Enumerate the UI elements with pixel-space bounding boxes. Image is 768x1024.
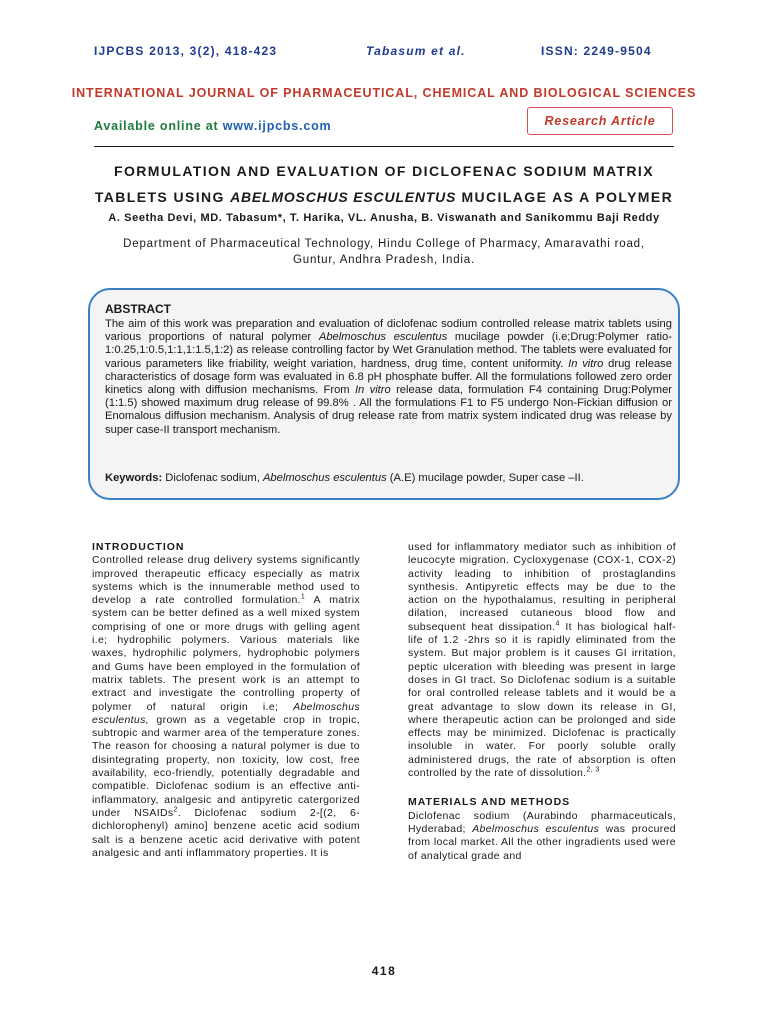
affiliation-line-2: Guntur, Andhra Pradesh, India.	[293, 254, 475, 266]
materials-text: was procured from local market. All the other ingradients used were of analytical grade and	[408, 822, 676, 862]
intro-text: Controlled release drug delivery systems significantly improved therapeutic efficacy especially as matrix systems which is the innumerable method used to develop a rate controlled formulation.	[92, 554, 360, 607]
abstract-italic: In vitro	[354, 384, 391, 397]
abstract-heading: ABSTRACT	[105, 302, 171, 316]
keywords	[105, 472, 672, 484]
intro-text: A matrix system can be better defined as a well mixed system comprising of one or more drugs with gelling agent i.e; hydrophilic polymers. Various materials like waxes, hydrophilic polymers, hydrophobic polymers and Gums have been employed in the formulation of matrix tablets. The present work is an attempt to extract and investigate the controlling property of polymer of natural origin i.e;	[92, 594, 360, 713]
article-type-badge: Research Article	[527, 107, 673, 135]
abstract-part: The aim of this work was preparation and evaluation of diclofenac sodium controlled release matrix tablets using various proportions of natural polymer	[105, 318, 672, 344]
intro-italic: Abelmoschus esculentus,	[92, 700, 360, 726]
intro-text: grown as a vegetable crop in tropic, subtropic and warmer area of the temperature zones. The reason for choosing a natural polymer is due to disintegrating property, non toxicity, low cost, free availability, eco-friendly, potentially degradable and compatible. Diclofenac sodium is an effective anti-inflammatory, analgesic and antipyretic catergorized under NSAIDs	[92, 713, 360, 819]
abstract-text	[105, 318, 672, 437]
citation-sup: 4	[555, 620, 560, 628]
citation-sup: 1	[300, 593, 306, 601]
abstract-part: release data, formulation F4 containing Drug:Polymer (1:1.5) showed maximum drug release of 99.8% . All the formulations F1 to F5 undergo Non-Fickian diffusion or Enomalous diffusion mechanism. Analysis of drug release rate from matrix system indicated drug was release by super case-II transport mechanism.	[105, 384, 673, 436]
journal-url-link[interactable]: www.ijpcbs.com	[222, 119, 332, 133]
keywords-italic: Abelmoschus esculentus	[262, 472, 387, 484]
materials-heading: MATERIALS AND METHODS	[408, 796, 571, 809]
intro-text: . Diclofenac sodium 2-[(2, 6-dichlorophenyl) amino] benzene acetic acid sodium salt is a benzene acetic acid derivative with potent analgesic and anti inflammatory properties. It is	[92, 806, 361, 859]
materials-text: Diclofenac sodium (Aurabindo pharmaceuticals, Hyderabad;	[408, 809, 676, 835]
availability-line	[94, 119, 331, 133]
abstract-part: mucilage powder (i.e;Drug:Polymer ratio-1:0.25,1:0.5,1:1,1:1.5,1:2) as release controlling factor by Wet Granulation method. The tablets were evaluated for various parameters like friability, weight variation, hardness, drug time, content uniformity.	[105, 331, 672, 370]
availability-label: Available online at	[94, 119, 223, 133]
affiliation	[84, 236, 684, 268]
abstract-part: drug release characteristics of dosage form was evaluated in 6.8 pH phosphate buffer. All the formulations followed zero order kinetics along with diffusion mechanisms. From	[105, 357, 672, 397]
body-text: It has biological half-life of 1.2 -2hrs so it is rapidly eliminated from the system. But major problem is it causes GI irritation, peptic ulceration with bleeding was present in large doses in GI tract. So Diclofenac sodium is a suitable for oral controlled release tablets and it would be a great advantage to slow down its release in GI, where therapeutic action can be prolonged and side effects may be minimized. Diclofenac is practically insoluble in water. For poorly soluble orally administered drugs, the rate of absorption is often controlled by the rate of dissolution.	[408, 620, 676, 780]
title-line-2-suffix: MUCILAGE AS A POLYMER	[456, 189, 674, 205]
introduction-heading: INTRODUCTION	[92, 541, 185, 553]
title-line-2-italic: ABELMOSCHUS ESCULENTUS	[230, 189, 457, 205]
journal-name: INTERNATIONAL JOURNAL OF PHARMACEUTICAL, CHEMICAL AND BIOLOGICAL SCIENCES	[71, 86, 697, 100]
affiliation-line-1: Department of Pharmaceutical Technology, Hindu College of Pharmacy, Amaravathi road,	[123, 238, 645, 250]
author-header: Tabasum et al.	[366, 44, 466, 58]
title-line-2-prefix: TABLETS USING	[94, 189, 231, 205]
materials-italic: Abelmoschus esculentus	[472, 822, 600, 835]
header-divider	[94, 146, 674, 147]
left-column	[92, 541, 360, 860]
paper-title	[60, 158, 708, 210]
issn-header: ISSN: 2249-9504	[541, 44, 652, 58]
title-line-1: FORMULATION AND EVALUATION OF DICLOFENAC SODIUM MATRIX	[114, 163, 654, 179]
right-column	[408, 541, 676, 863]
abstract-italic: In vitro	[568, 357, 604, 370]
keywords-part: (A.E) mucilage powder, Super case –II.	[386, 472, 584, 484]
citation-sup: 2, 3	[586, 766, 600, 774]
keywords-part: Diclofenac sodium,	[162, 472, 263, 484]
keywords-label: Keywords:	[105, 472, 163, 484]
page-number: 418	[371, 964, 397, 978]
body-text: used for inflammatory mediator such as inhibition of leucocyte migration. Cycloxygenase (COX-1, COX-2) activity leading to inhibition of prostaglandins synthesis. Antipyretic effects may be due to the action on the hypothalamus, resulting in peripheral dilation, increased cutaneous blood flow and subsequent heat dissipation.	[408, 541, 676, 633]
citation-header: IJPCBS 2013, 3(2), 418-423	[94, 44, 278, 58]
abstract-italic: Abelmoschus esculentus	[318, 331, 448, 344]
citation-sup: 2	[173, 806, 178, 814]
author-list: A. Seetha Devi, MD. Tabasum*, T. Harika, VL. Anusha, B. Viswanath and Sanikommu Baji Reddy	[108, 212, 660, 224]
